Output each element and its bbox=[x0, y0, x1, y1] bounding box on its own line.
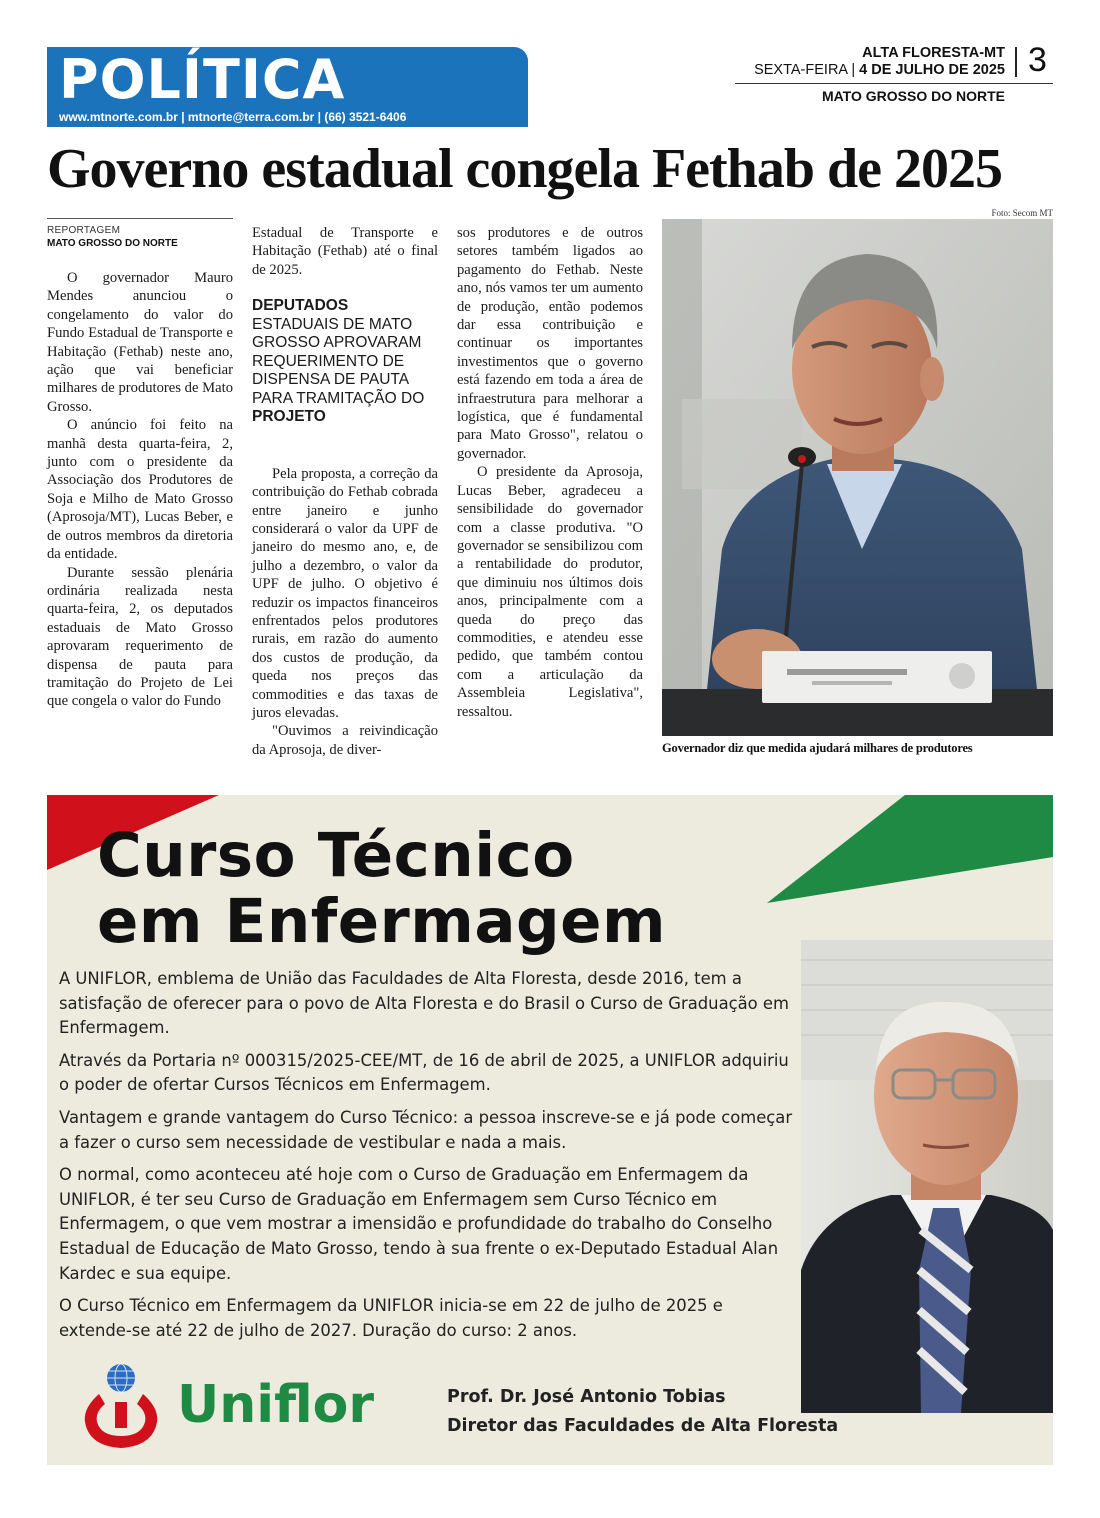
article-column-1 bbox=[47, 218, 233, 711]
ad-title-line-2: em Enfermagem bbox=[97, 886, 667, 957]
uniflor-logo-icon bbox=[81, 1360, 161, 1450]
uniflor-brand: Uniflor bbox=[177, 1375, 374, 1435]
page-divider bbox=[1015, 47, 1017, 77]
article-paragraph: "Ouvimos a reivindicação da Aprosoja, de diver- bbox=[252, 723, 438, 758]
article-paragraph: O anúncio foi feito na manhã desta quarta-feira, 2, junto com o presidente da Associação dos Produtores de Soja e Milho de Mato Grosso (Aprosoja/MT), Lucas Beber, e de outros membros da diretoria da entidade. bbox=[47, 417, 233, 563]
page-number: 3 bbox=[1028, 41, 1047, 79]
article-column-2 bbox=[252, 224, 438, 759]
ad-body bbox=[59, 967, 799, 1351]
paper-name: MATO GROSSO DO NORTE bbox=[821, 88, 1005, 104]
section-title: POLÍTICA bbox=[59, 48, 346, 111]
section-banner bbox=[47, 47, 528, 127]
issue-weekday: SEXTA-FEIRA | bbox=[754, 62, 856, 78]
ad-title bbox=[97, 820, 667, 957]
governor-photo-illustration bbox=[662, 219, 1053, 736]
photo-caption: Governador diz que medida ajudará milhares de produtores bbox=[662, 741, 973, 755]
photo-credit: Foto: Secom MT bbox=[991, 208, 1053, 218]
issue-date bbox=[754, 62, 1005, 79]
signer-title: Diretor das Faculdades de Alta Floresta bbox=[447, 1416, 839, 1436]
subhead-text: ESTADUAIS DE MATO GROSSO APROVARAM REQUERIMENTO DE DISPENSA DE PAUTA PARA TRAMITAÇÃO DO bbox=[252, 315, 425, 407]
byline-rule bbox=[47, 218, 233, 219]
ad-paragraph: Através da Portaria nº 000315/2025-CEE/MT, de 16 de abril de 2025, a UNIFLOR adquiriu o poder de ofertar Cursos Técnicos em Enfermagem. bbox=[59, 1050, 789, 1095]
ad-paragraph: A UNIFLOR, emblema de União das Faculdades de Alta Floresta, desde 2016, tem a satisfação de oferecer para o povo de Alta Floresta e do Brasil o Curso de Graduação em Enfermagem. bbox=[59, 969, 789, 1038]
byline-name: MATO GROSSO DO NORTE bbox=[47, 238, 178, 249]
ad-paragraph: O normal, como aconteceu até hoje com o Curso de Graduação em Enfermagem da UNIFLOR, é ter seu Curso de Graduação em Enfermagem sem Curso Técnico em Enfermagem, o que vem mostrar a imensidão e profundidade do trabalho do Conselho Estadual de Educação de Mato Grosso, tendo à sua frente o ex-Deputado Estadual Alan Kardec e sua equipe. bbox=[59, 1165, 779, 1283]
ad-signature bbox=[447, 1383, 838, 1441]
subhead-bold-start: DEPUTADOS bbox=[252, 297, 349, 315]
signer-name: Prof. Dr. José Antonio Tobias bbox=[447, 1387, 726, 1407]
article-paragraph: Pela proposta, a correção da contribuição do Fethab cobrada entre janeiro e junho considerará o valor da UPF de janeiro do mesmo ano, e, de julho a dezembro, o valor da UPF de julho. O objetivo é reduzir os impactos financeiros enfrentados pelos produtores rurais, em razão do aumento dos custos de produção, da queda nos preços das commodities e das taxas de juros elevadas. bbox=[252, 465, 438, 721]
ad-title-line-1: Curso Técnico bbox=[97, 820, 575, 891]
ad-paragraph: O Curso Técnico em Enfermagem da UNIFLOR inicia-se em 22 de julho de 2025 e extende-se até 22 de julho de 2027. Duração do curso: 2 anos. bbox=[59, 1296, 723, 1340]
article-paragraph: sos produtores e de outros setores também ligados ao pagamento do Fethab. Neste ano, nós vamos ter um aumento de produção, então podemos dar essa contribuição e continuar os importantes investimentos que o governo está fazendo em toda a área de infraestrutura para melhorar a logística, que é fundamental para Mato Grosso", relatou o governador. bbox=[457, 225, 643, 462]
governor-photo bbox=[662, 219, 1053, 736]
article-paragraph: Estadual de Transporte e Habitação (Fethab) até o final de 2025. bbox=[252, 225, 438, 278]
green-corner-shape bbox=[767, 795, 1053, 903]
byline-label: REPORTAGEM bbox=[47, 225, 121, 236]
director-portrait-illustration bbox=[801, 940, 1053, 1413]
article-headline: Governo estadual congela Fethab de 2025 bbox=[47, 138, 1002, 200]
article-subhead bbox=[252, 297, 438, 427]
advertisement bbox=[47, 795, 1053, 1465]
article-column-3 bbox=[457, 224, 643, 721]
issue-info bbox=[754, 45, 1005, 79]
subhead-bold-end: PROJETO bbox=[252, 408, 326, 426]
section-contacts: www.mtnorte.com.br | mtnorte@terra.com.br | (66) 3521-6406 bbox=[59, 110, 407, 124]
article-paragraph: O presidente da Aprosoja, Lucas Beber, agradeceu a sensibilidade do governador com a classe produtiva. "O governador se sensibilizou com a rentabilidade do produtor, que diminuiu nos últimos dois anos, principalmente com a queda do preço das commodities, e atendeu esse pedido, que também contou com a articulação da Assembleia Legislativa", ressaltou. bbox=[457, 464, 643, 720]
issue-date-value: 4 DE JULHO DE 2025 bbox=[859, 62, 1005, 78]
ad-paragraph: Vantagem e grande vantagem do Curso Técnico: a pessoa inscreve-se e já pode começar a fazer o curso sem necessidade de vestibular e nada a mais. bbox=[59, 1107, 793, 1152]
director-portrait bbox=[801, 940, 1053, 1413]
article-paragraph: Durante sessão plenária ordinária realizada nesta quarta-feira, 2, os deputados estaduais de Mato Grosso aprovaram requerimento de dispensa de pauta para tramitação do Projeto de Lei que congela o valor do Fundo bbox=[47, 564, 233, 710]
issue-city: ALTA FLORESTA-MT bbox=[862, 45, 1005, 61]
article-paragraph: O governador Mauro Mendes anunciou o congelamento do valor do Fundo Estadual de Transporte e Habitação (Fethab) neste ano, ação que vai beneficiar milhares de produtores de Mato Grosso. bbox=[47, 270, 233, 415]
header-rule bbox=[735, 83, 1053, 84]
